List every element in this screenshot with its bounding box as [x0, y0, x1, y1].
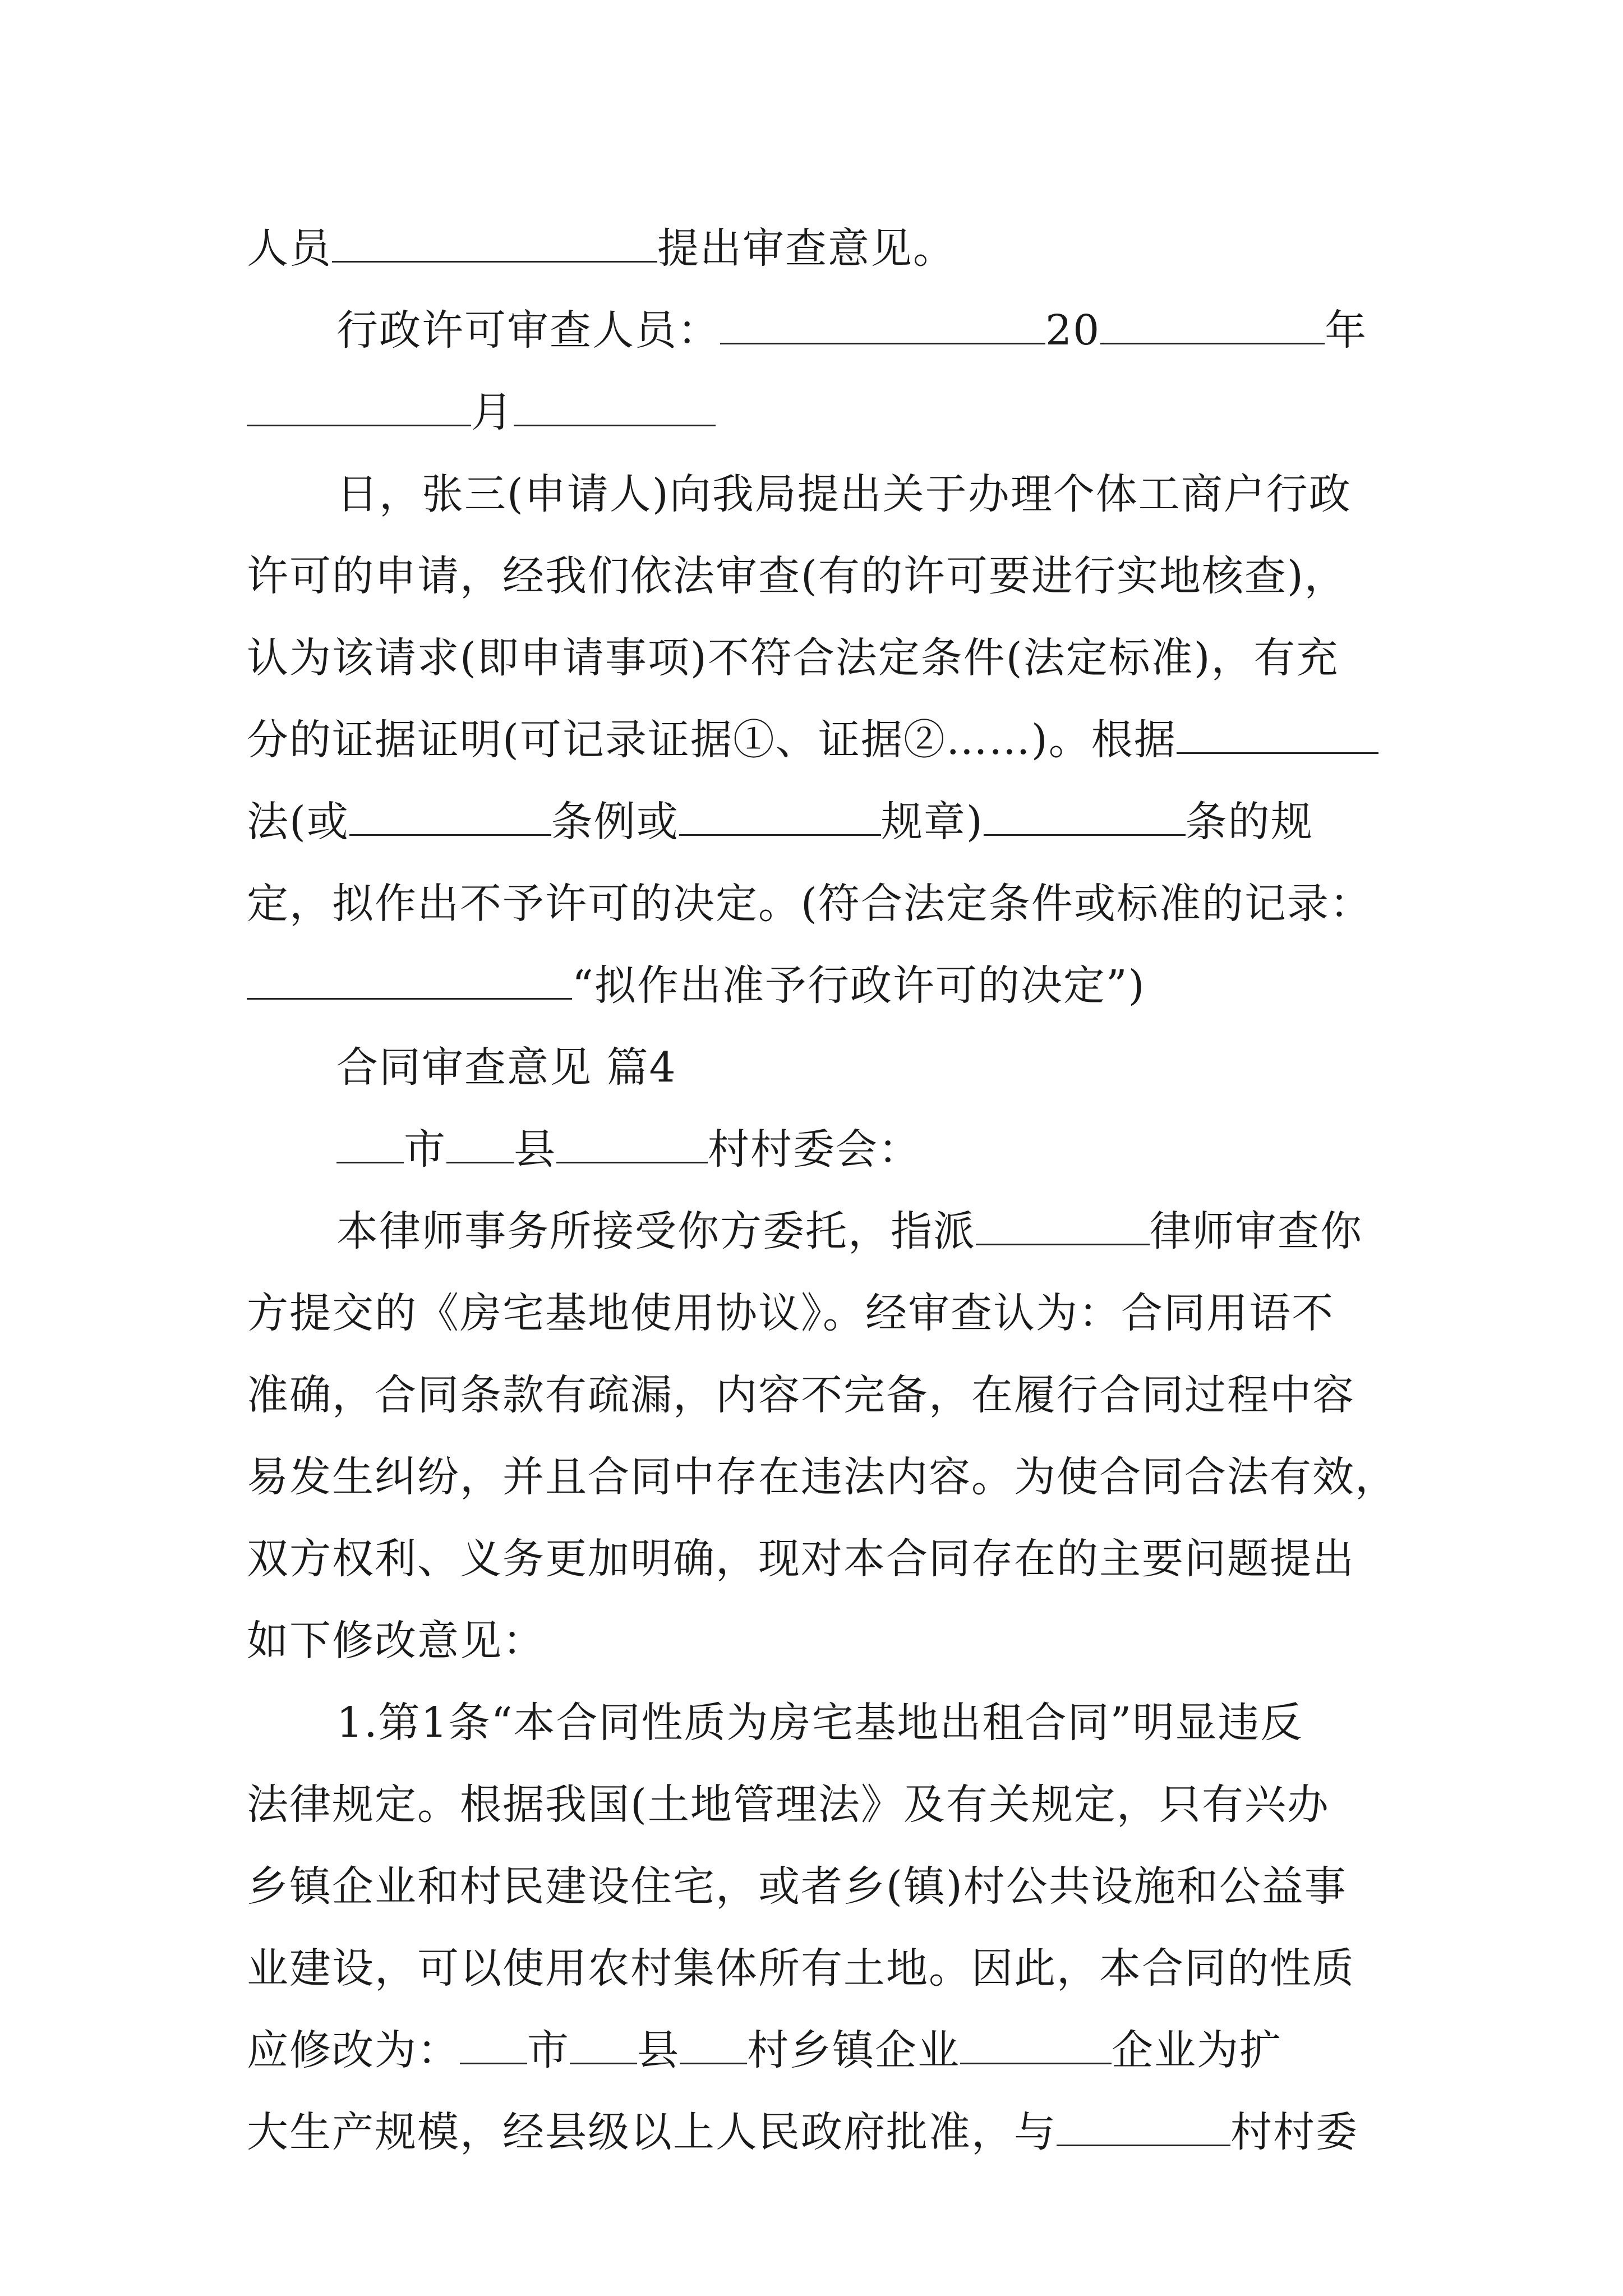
text: 行政许可审查人员： [336, 306, 720, 355]
text: 市 [404, 1125, 446, 1174]
text: 提出审查意见。 [657, 224, 956, 273]
text: 律师审查你 [1150, 1207, 1363, 1255]
text-line: 法律规定。根据我国(土地管理法》及有关规定，只有兴办 [247, 1780, 1330, 1829]
text: 20 [1045, 306, 1101, 355]
text: 本律师事务所接受你方委托，指派 [336, 1207, 976, 1255]
fill-in-blank [460, 2029, 527, 2064]
text-line [247, 945, 1380, 1027]
text-line [247, 208, 1380, 289]
text-line [247, 1190, 1380, 1272]
text: 村村委会： [708, 1125, 921, 1174]
section-heading: 合同审查意见 篇4 [336, 1043, 677, 1092]
text: 年 [1325, 306, 1368, 355]
text-line [247, 699, 1380, 781]
text: 条例或 [551, 798, 679, 846]
fill-in-blank [1177, 719, 1378, 754]
text: 条的规 [1185, 798, 1313, 846]
text-line: 定，拟作出不予许可的决定。(符合法定条件或标准的记录： [247, 880, 1372, 928]
text: 市 [527, 2026, 570, 2074]
text: 县 [637, 2026, 680, 2074]
fill-in-blank [332, 227, 657, 263]
text-line: 1.第1条“本合同性质为房宅基地出租合同”明显违反 [336, 1699, 1303, 1747]
fill-in-blank [960, 2029, 1112, 2064]
text-line: 业建设，可以使用农村集体所有土地。因此，本合同的性质 [247, 1944, 1355, 1993]
text-line [247, 781, 1380, 863]
text-line: 日，张三(申请人)向我局提出关于办理个体工商户行政 [336, 470, 1352, 518]
text-line [247, 371, 1380, 453]
fill-in-blank [514, 391, 716, 426]
fill-in-blank [1100, 309, 1325, 344]
text-line: 方提交的《房宅基地使用协议》。经审查认为：合同用语不 [247, 1289, 1334, 1337]
text: 应修改为： [247, 2026, 460, 2074]
fill-in-blank [446, 1128, 514, 1163]
text-line: 乡镇企业和村民建设住宅，或者乡(镇)村公共设施和公益事 [247, 1862, 1347, 1911]
text-line [247, 1108, 1380, 1190]
text-line [247, 289, 1380, 371]
text-line: 认为该请求(即申请事项)不符合法定条件(法定标准)，有充 [247, 634, 1339, 682]
fill-in-blank [556, 1128, 708, 1163]
text: 大生产规模，经县级以上人民政府批准，与 [247, 2108, 1057, 2156]
text: 分的证据证明(可记录证据①、证据②……)。根据 [247, 716, 1177, 764]
fill-in-blank [720, 309, 1045, 344]
fill-in-blank [1057, 2111, 1230, 2146]
fill-in-blank [984, 800, 1186, 836]
fill-in-blank [976, 1210, 1150, 1245]
text: “拟作出准予行政许可的决定”) [572, 961, 1146, 1010]
text: 规章) [880, 798, 984, 846]
fill-in-blank [570, 2029, 637, 2064]
text: 法(或 [247, 798, 349, 846]
text: 企业为扩 [1112, 2026, 1282, 2074]
fill-in-blank [679, 800, 881, 836]
text-line [247, 2091, 1380, 2173]
text-line: 如下修改意见： [247, 1617, 545, 1665]
text: 月 [471, 388, 514, 436]
fill-in-blank [349, 800, 551, 836]
text-line: 准确，合同条款有疏漏，内容不完备，在履行合同过程中容 [247, 1371, 1355, 1419]
fill-in-blank [680, 2029, 747, 2064]
document-page [247, 208, 1398, 2173]
fill-in-blank [336, 1128, 404, 1163]
text-line [247, 2009, 1380, 2091]
text: 村乡镇企业 [747, 2026, 960, 2074]
text: 县 [514, 1125, 556, 1174]
text: 村村委 [1230, 2108, 1358, 2156]
fill-in-blank [247, 964, 572, 1000]
text-line: 双方权利、义务更加明确，现对本合同存在的主要问题提出 [247, 1535, 1355, 1583]
text-line: 易发生纠纷，并且合同中存在违法内容。为使合同合法有效， [247, 1453, 1398, 1501]
fill-in-blank [247, 391, 471, 426]
text-line: 许可的申请，经我们依法审查(有的许可要进行实地核查)， [247, 552, 1347, 600]
text: 人员 [247, 224, 332, 273]
